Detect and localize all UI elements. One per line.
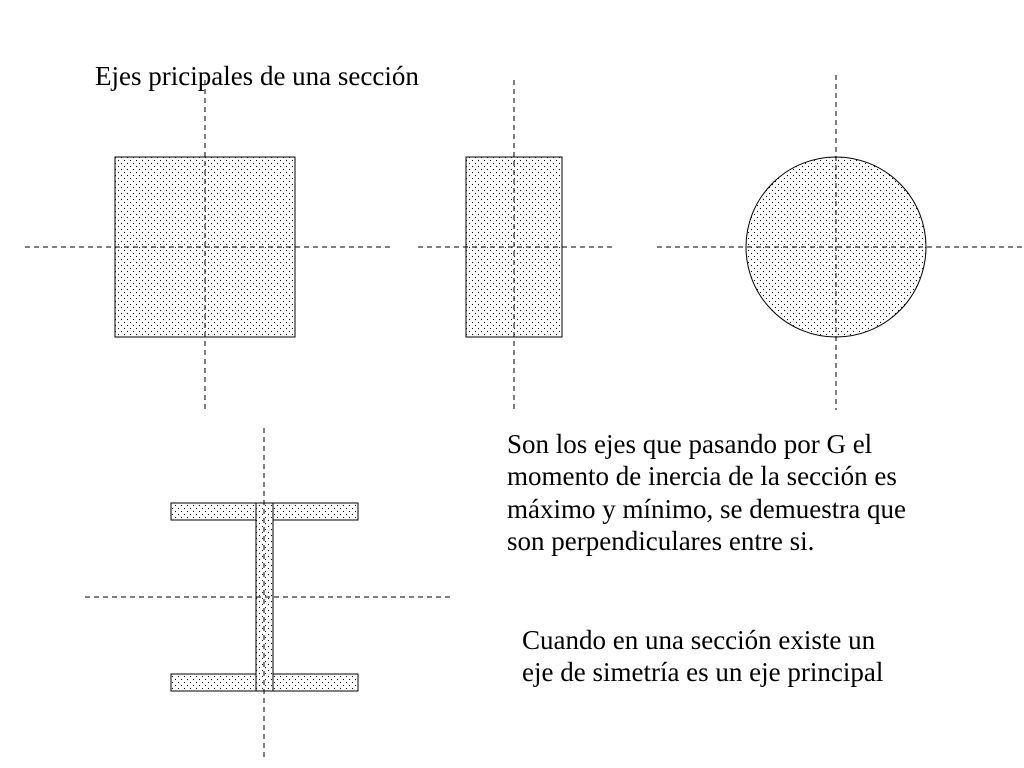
circle-section [657,75,1022,410]
definition-line: máximo y mínimo, se demuestra que [507,493,906,524]
square-section [25,80,392,410]
slide-title: Ejes pricipales de una sección [95,61,419,91]
i-beam-section [85,428,452,760]
definition-paragraph [507,428,906,558]
symmetry-line: Cuando en una sección existe un [522,625,876,655]
definition-line: Son los ejes que pasando por G el [507,429,873,459]
symmetry-paragraph [522,624,883,689]
rectangle-section [418,80,615,410]
symmetry-line: eje de simetría es un eje principal [522,657,884,688]
definition-line: son perpendiculares entre si. [507,526,815,557]
definition-line: momento de inercia de la sección es [507,461,897,492]
